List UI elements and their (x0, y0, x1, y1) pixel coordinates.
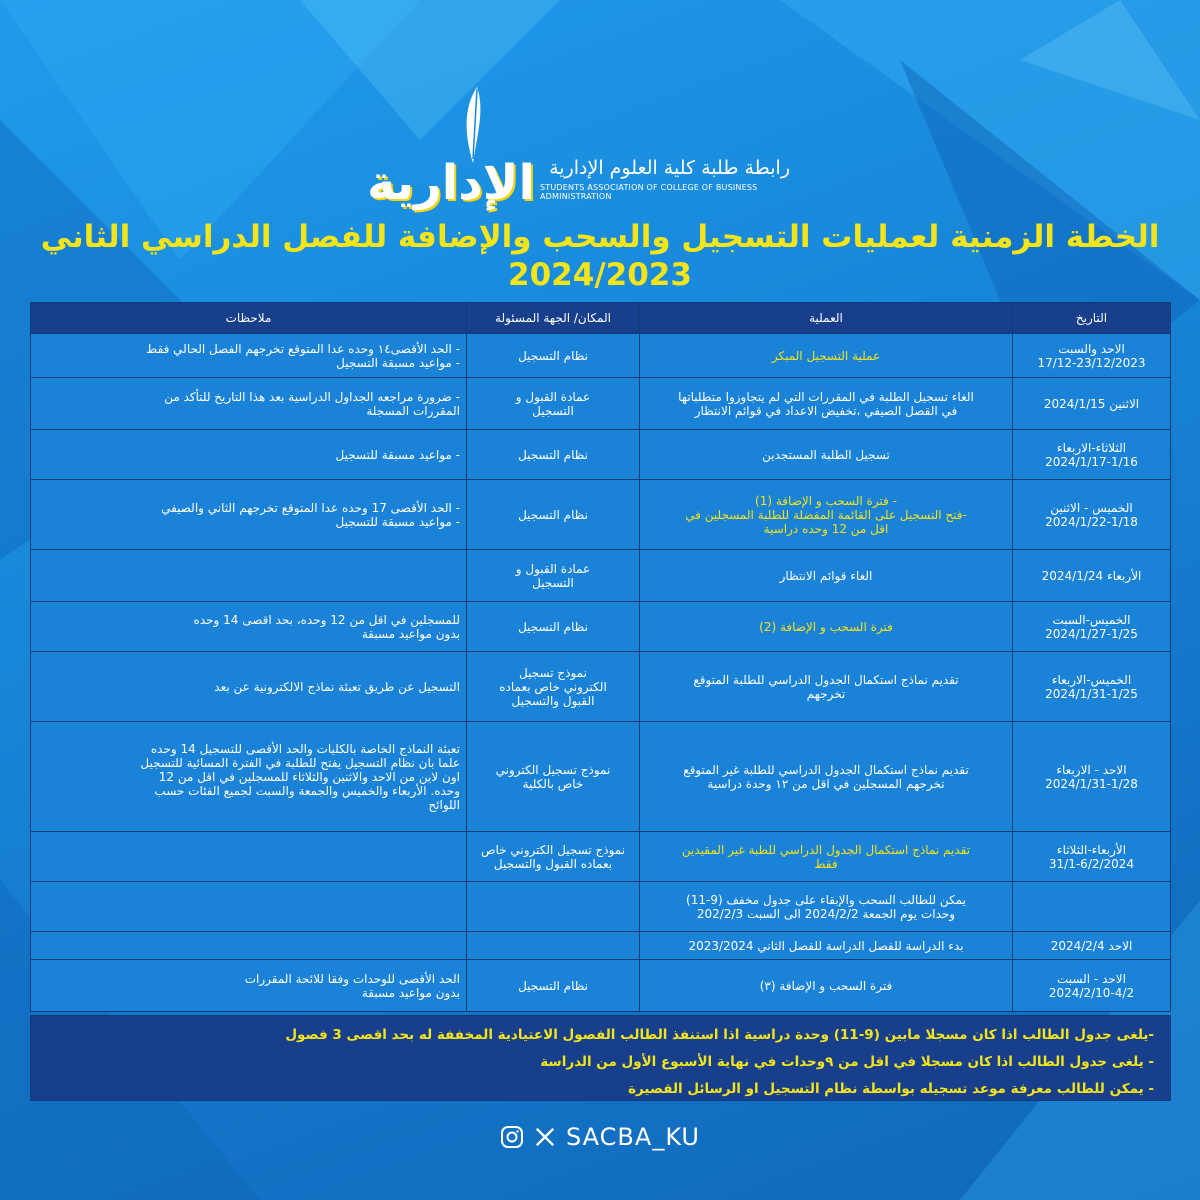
cell-operation-line: تقديم نماذج استكمال الجدول الدراسي للطبة غير المقيدين (681, 842, 971, 857)
cell-place (467, 602, 640, 652)
cell-date-line: الثلاثاء-الاربعاء (1056, 440, 1127, 455)
cell-place-line: نظام التسجيل (518, 447, 588, 462)
table-row (31, 960, 1171, 1012)
cell-date (1013, 722, 1171, 832)
cell-operation-line: -فتح التسجيل على القائمة المفضلة للطلبة المسجلين في (685, 507, 967, 522)
cell-place (467, 430, 640, 480)
cell-operation (640, 882, 1013, 932)
cell-operation (640, 602, 1013, 652)
social-handles (500, 1120, 710, 1154)
cell-place-line: التسجيل (532, 575, 574, 590)
cell-place (467, 882, 640, 932)
x-icon[interactable] (534, 1126, 556, 1148)
cell-operation-line: الغاء تسجيل الطلبة في المقررات التي لم يتجاوزوا متطلباتها (678, 389, 974, 404)
table-row (31, 932, 1171, 960)
cell-operation-line: عملية التسجيل المبكر (771, 348, 881, 363)
footnotes-box (30, 1015, 1171, 1101)
cell-notes-line: علما بان نظام التسجيل يفتح للطلبة في الفترة المسائية للتسجيل (140, 755, 460, 770)
cell-date-line: الاحد - الاربعاء (1056, 762, 1127, 777)
table-row (31, 652, 1171, 722)
cell-operation-line: تسجيل الطلبة المستجدين (762, 447, 890, 462)
cell-notes (31, 652, 467, 722)
cell-place (467, 722, 640, 832)
association-name-english: STUDENTS ASSOCIATION OF COLLEGE OF BUSINESS ADMINISTRATION (540, 183, 758, 201)
cell-operation-line: فترة السحب و الإضافة (2) (759, 619, 893, 634)
cell-place-line: نظام التسجيل (518, 348, 588, 363)
cell-date (1013, 378, 1171, 430)
cell-place-line: عمادة القبول و (515, 561, 591, 576)
cell-notes (31, 480, 467, 550)
cell-place (467, 550, 640, 602)
cell-place-line: الكتروني خاص بعماده (499, 679, 607, 694)
cell-operation-line: فترة السحب و الإضافة (٣) (759, 978, 893, 993)
cell-date (1013, 602, 1171, 652)
cell-operation (640, 832, 1013, 882)
cell-date-line: الخميس-الاربعاء (1051, 672, 1132, 687)
logo-wordmark: الإدارية (366, 155, 535, 211)
cell-place (467, 960, 640, 1012)
cell-date-line: 2024/1/17-1/16 (1045, 454, 1138, 469)
header-date: التاريخ (1013, 303, 1171, 334)
cell-notes (31, 960, 467, 1012)
cell-date-line: الاحد 2024/2/4 (1050, 938, 1133, 953)
cell-notes (31, 378, 467, 430)
cell-operation-line: في القصل الصيفي ،تخفيض الاعداد في قوائم الانتظار (694, 403, 958, 418)
table-row (31, 602, 1171, 652)
cell-notes-line: وحده. الأربعاء والخميس والجمعة والسبت لجميع الفئات حسب (154, 783, 460, 798)
cell-notes (31, 832, 467, 882)
cell-notes-line: - الحد الأقصى١٤ وحده عدا المتوقع تخرجهم الفصل الحالي فقط (146, 341, 460, 356)
cell-date-line: 31/1-6/2/2024 (1048, 856, 1135, 871)
cell-date-line: الاحد والسبت (1058, 341, 1125, 356)
instagram-icon[interactable] (500, 1125, 524, 1149)
cell-notes (31, 722, 467, 832)
schedule-table (30, 302, 1171, 1012)
footnote: - يمكن للطالب معرفة موعد تسجيله بواسطة نظام التسجيل او الرسائل القصيرة (628, 1081, 1154, 1097)
cell-date (1013, 430, 1171, 480)
header-operation: العملية (640, 303, 1013, 334)
table-row (31, 832, 1171, 882)
page-title (0, 218, 1200, 294)
cell-notes (31, 430, 467, 480)
table-row (31, 334, 1171, 378)
cell-operation-line: يمكن للطالب السحب والإبقاء على جدول مخفف (9-11) (686, 892, 966, 907)
cell-date-line: 17/12-23/12/2023 (1037, 355, 1146, 370)
cell-place (467, 378, 640, 430)
cell-date (1013, 882, 1171, 932)
cell-place-line: نظام التسجيل (518, 507, 588, 522)
cell-place (467, 480, 640, 550)
cell-place-line: التسجيل (532, 403, 574, 418)
cell-notes-line: - مواعيد مسبقة للتسجيل (335, 447, 460, 462)
cell-place-line: خاص بالكلية (522, 776, 584, 791)
cell-notes-line: - مواعيد مسبقة التسجيل (336, 355, 460, 370)
social-handle[interactable]: SACBA_KU (566, 1123, 700, 1151)
cell-operation-line: الغاء قوائم الانتظار (779, 568, 873, 583)
cell-date (1013, 480, 1171, 550)
cell-operation (640, 334, 1013, 378)
cell-date-line: 2024/1/31-1/28 (1045, 776, 1138, 791)
cell-place-line: القبول والتسجيل (511, 693, 595, 708)
cell-notes (31, 334, 467, 378)
cell-operation (640, 722, 1013, 832)
cell-notes (31, 882, 467, 932)
footnote: -يلغى جدول الطالب اذا كان مسجلا مابين (9-11) وحدة دراسية اذا استنفذ الطالب الفصول الاعتيادية المخففة له بحد اقصى 3 فصول (285, 1027, 1154, 1043)
cell-notes (31, 932, 467, 960)
cell-date-line: الخميس-السبت (1052, 612, 1131, 627)
cell-date-line: 2024/1/22-1/18 (1045, 514, 1138, 529)
cell-notes-line: المقررات المسجلة (366, 403, 460, 418)
cell-date-line: الاحد - السبت (1057, 971, 1126, 986)
cell-operation (640, 480, 1013, 550)
cell-place-line: نظام التسجيل (518, 978, 588, 993)
cell-date (1013, 550, 1171, 602)
cell-operation-line: تقديم نماذج استكمال الجدول الدراسي للطلبة غير المتوقع (683, 762, 969, 777)
cell-operation-line: فقط (814, 856, 838, 871)
cell-place-line: نموذج تسجيل الكتروني خاص (480, 842, 626, 857)
cell-place (467, 832, 640, 882)
cell-place-line: نموذج تسجيل الكتروني (495, 762, 611, 777)
table-row (31, 378, 1171, 430)
cell-place (467, 334, 640, 378)
cell-notes-line: التسجيل عن طريق تعبئة نماذج الالكترونية عن بعد (214, 679, 460, 694)
cell-notes-line: - ضرورة مراجعه الجداول الدراسية بعد هذا التاريخ للتأكد من (164, 389, 460, 404)
cell-notes-line: تعبئة النماذج الخاصة بالكليات والحد الأقصى للتسجيل 14 وحده (150, 741, 460, 756)
cell-operation (640, 932, 1013, 960)
header-notes: ملاحظات (31, 303, 467, 334)
cell-place-line: نظام التسجيل (518, 619, 588, 634)
cell-operation-line: وحدات يوم الجمعة 2024/2/2 الى السبت 202/2/3 (696, 906, 956, 921)
cell-date-line: الأربعاء-الثلاثاء (1056, 842, 1127, 857)
cell-date-line: 2024/1/27-1/25 (1045, 626, 1138, 641)
cell-date (1013, 334, 1171, 378)
header (0, 85, 1200, 225)
cell-notes-line: بدون مواعيد مسبقة (361, 985, 460, 1000)
cell-date (1013, 960, 1171, 1012)
cell-notes (31, 602, 467, 652)
cell-notes (31, 550, 467, 602)
title-line: الخطة الزمنية لعمليات التسجيل والسحب والإضافة للفصل الدراسي الثاني (40, 219, 1160, 255)
cell-operation-line: بدء الدراسة للفصل الدراسة للفصل الثاني 2023/2024 (688, 938, 964, 953)
cell-operation (640, 960, 1013, 1012)
table-header-row (31, 303, 1171, 334)
cell-date-line: 2024/2/10-4/2 (1048, 985, 1135, 1000)
cell-operation (640, 378, 1013, 430)
cell-place-line: عمادة القبول و (515, 389, 591, 404)
cell-operation (640, 652, 1013, 722)
cell-date (1013, 932, 1171, 960)
cell-operation-line: - فترة السحب و الإضافة (1) (755, 493, 897, 508)
cell-operation (640, 550, 1013, 602)
cell-date-line: الاثنين 2024/1/15 (1043, 396, 1140, 411)
cell-place (467, 932, 640, 960)
cell-operation-line: اقل من 12 وحده دراسية (763, 521, 889, 536)
cell-notes-line: - الحد الأقصى 17 وحده عدا المتوقع تخرجهم الثاني والصيفي (161, 500, 460, 515)
cell-operation-line: تخرجهم المسجلين في اقل من ١٢ وحدة دراسية (707, 776, 945, 791)
table-row (31, 550, 1171, 602)
cell-notes-line: بدون مواعيد مسبقة (361, 626, 460, 641)
header-place: المكان/ الجهة المسئولة (467, 303, 640, 334)
table-row (31, 722, 1171, 832)
title-year: 2024/2023 (508, 257, 692, 293)
cell-operation-line: تخرجهم (806, 686, 846, 701)
footnote: - يلغى جدول الطالب اذا كان مسجلا في اقل من ٩وحدات في نهاية الأسبوع الأول من الدراسة (540, 1054, 1154, 1070)
cell-place (467, 652, 640, 722)
cell-operation-line: تقديم نماذج استكمال الجدول الدراسي للطلبة المتوقع (693, 672, 959, 687)
association-name-arabic: رابطة طلبة كلية العلوم الإدارية (549, 157, 790, 179)
cell-place-line: نموذج تسجيل (519, 665, 587, 680)
cell-date-line: 2024/1/31-1/25 (1045, 686, 1138, 701)
cell-date (1013, 832, 1171, 882)
cell-date (1013, 652, 1171, 722)
cell-operation (640, 430, 1013, 480)
cell-notes-line: للمسجلين في اقل من 12 وحده، بحد اقصى 14 وحده (193, 612, 460, 627)
table-row (31, 480, 1171, 550)
cell-date-line: الخميس - الاثنين (1050, 500, 1133, 515)
cell-notes-line: اللوائح (428, 797, 460, 812)
table-row (31, 882, 1171, 932)
cell-notes-line: اون لاين من الاحد والاثنين والثلاثاء للمسجلين في اقل من 12 (158, 769, 460, 784)
cell-notes-line: الحد الأقصى للوحدات وفقا للائحة المقررات (244, 971, 460, 986)
cell-place-line: بعماده القبول والتسجيل (493, 856, 613, 871)
cell-notes-line: - مواعيد مسبقة للتسجيل (335, 514, 460, 529)
table-row (31, 430, 1171, 480)
cell-date-line: الأربعاء 2024/1/24 (1041, 568, 1142, 583)
